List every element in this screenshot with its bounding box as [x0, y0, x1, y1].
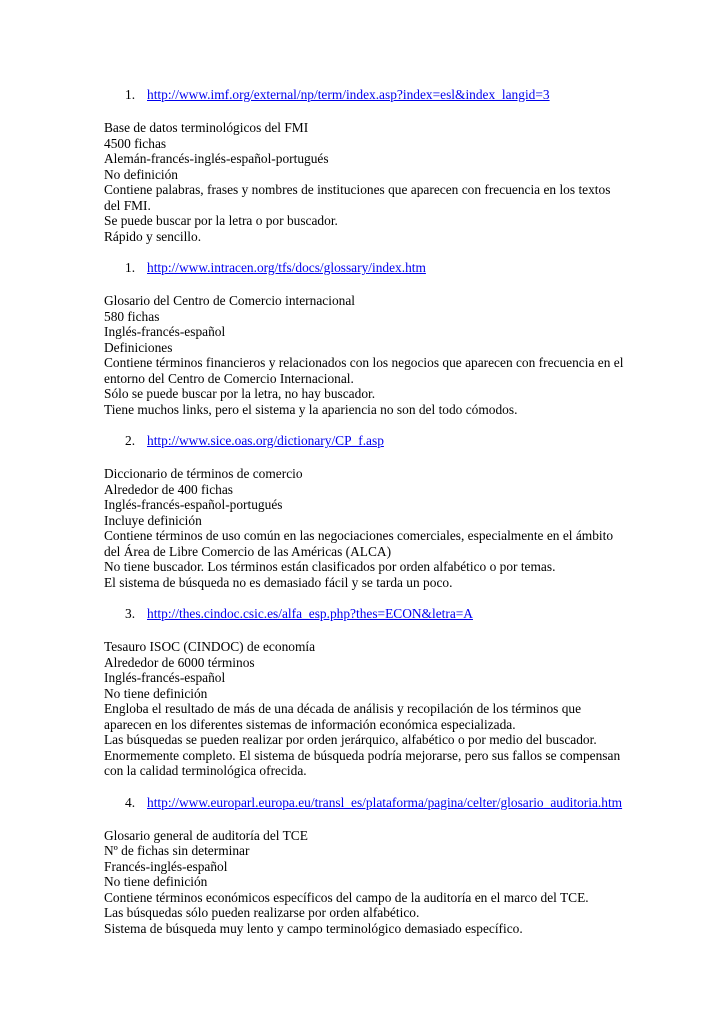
entry-heading	[104, 260, 624, 276]
entry-heading	[104, 87, 624, 103]
entry-evaluation: Rápido y sencillo.	[104, 228, 202, 244]
entry-count: Alrededor de 6000 términos	[104, 654, 255, 670]
entry-count: 580 fichas	[104, 308, 160, 324]
entry-content: Contiene términos financieros y relacionados con los negocios que aparecen con frecuencia en el entorno del Centro de Comercio Internacional.	[104, 355, 624, 386]
entry-languages: Inglés-francés-español-portugués	[104, 497, 283, 512]
entry-evaluation: Sistema de búsqueda muy lento y campo terminológico demasiado específico.	[104, 920, 523, 936]
entry-count: Nº de fichas sin determinar	[104, 843, 250, 858]
entry-evaluation: El sistema de búsqueda no es demasiado fácil y se tarda un poco.	[104, 574, 453, 590]
list-number: 2.	[125, 433, 136, 448]
list-number: 4.	[125, 794, 136, 810]
resource-link[interactable]: http://www.sice.oas.org/dictionary/CP_f.asp	[147, 433, 384, 448]
entry-search: Se puede buscar por la letra o por buscador.	[104, 213, 338, 228]
resource-link[interactable]: http://www.imf.org/external/np/term/index.asp?index=esl&index_langid=3	[147, 87, 550, 102]
entry-search: No tiene buscador. Los términos están clasificados por orden alfabético o por temas.	[104, 559, 556, 574]
entry-title: Diccionario de términos de comercio	[104, 466, 303, 481]
glossary-entry	[104, 606, 624, 779]
entry-languages: Inglés-francés-español	[104, 324, 226, 339]
document-body	[104, 87, 624, 952]
list-number: 1.	[125, 260, 136, 275]
resource-link[interactable]: http://thes.cindoc.csic.es/alfa_esp.php?thes=ECON&letra=A	[147, 606, 473, 621]
entry-content: Engloba el resultado de más de una década de análisis y recopilación de los términos que aparecen en los diferentes sistemas de información económica especializada.	[104, 701, 582, 732]
entry-title: Glosario del Centro de Comercio internacional	[104, 293, 355, 308]
entry-description	[104, 828, 624, 937]
entry-content: Contiene palabras, frases y nombres de instituciones que aparecen con frecuencia en los textos del FMI.	[104, 182, 611, 213]
entry-definitions: Incluye definición	[104, 512, 202, 528]
resource-link[interactable]: http://www.intracen.org/tfs/docs/glossary/index.htm	[147, 260, 426, 275]
entry-title: Base de datos terminológicos del FMI	[104, 120, 309, 135]
glossary-entry	[104, 260, 624, 417]
entry-languages: Francés-inglés-español	[104, 858, 228, 874]
entry-count: Alrededor de 400 fichas	[104, 481, 234, 497]
glossary-entry	[104, 433, 624, 590]
entry-title: Tesauro ISOC (CINDOC) de economía	[104, 639, 316, 654]
entry-description	[104, 639, 624, 779]
glossary-entry	[104, 87, 624, 244]
resource-link[interactable]: http://www.europarl.europa.eu/transl_es/plataforma/pagina/celter/glosario_auditoria.htm	[147, 794, 623, 810]
entry-title: Glosario general de auditoría del TCE	[104, 827, 308, 843]
entry-content: Contiene términos de uso común en las negociaciones comerciales, especialmente en el ámbito del Área de Libre Comercio de las Américas (ALCA)	[104, 528, 614, 559]
entry-definitions: No tiene definición	[104, 685, 208, 701]
entry-content: Contiene términos económicos específicos del campo de la auditoría en el marco del TCE.	[104, 889, 589, 905]
entry-description	[104, 120, 624, 244]
entry-count: 4500 fichas	[104, 135, 167, 151]
entry-description	[104, 466, 624, 590]
entry-search: Las búsquedas se pueden realizar por orden jerárquico, alfabético o por medio del buscador.	[104, 732, 597, 747]
entry-languages: Inglés-francés-español	[104, 670, 226, 685]
entry-description	[104, 293, 624, 417]
glossary-entry	[104, 795, 624, 937]
entry-heading	[104, 433, 624, 449]
entry-heading	[104, 606, 624, 622]
entry-search: Sólo se puede buscar por la letra, no hay buscador.	[104, 386, 376, 401]
entry-evaluation: Enormemente completo. El sistema de búsqueda podría mejorarse, pero sus fallos se compensan con la calidad terminológica ofrecida.	[104, 747, 621, 778]
entry-definitions: Definiciones	[104, 339, 173, 355]
entry-search: Las búsquedas sólo pueden realizarse por orden alfabético.	[104, 905, 420, 920]
entry-evaluation: Tiene muchos links, pero el sistema y la apariencia no son del todo cómodos.	[104, 401, 518, 417]
list-number: 1.	[125, 87, 136, 102]
list-number: 3.	[125, 606, 136, 621]
entry-heading	[104, 795, 624, 811]
entry-definitions: No definición	[104, 166, 179, 182]
entry-languages: Alemán-francés-inglés-español-portugués	[104, 151, 329, 166]
entry-definitions: No tiene definición	[104, 874, 208, 889]
